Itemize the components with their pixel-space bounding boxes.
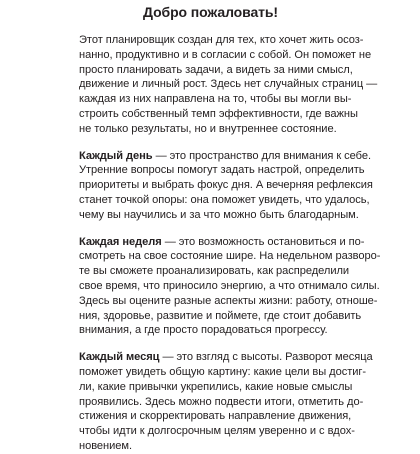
text-line: не только результаты, но и внутреннее состояние.	[79, 122, 337, 135]
page-title: Добро пожаловать!	[143, 4, 278, 20]
text-line: новением.	[79, 439, 132, 452]
text-line: поможет увидеть общую картину: какие цели вы достиг-	[79, 365, 367, 378]
text-line: Утренние вопросы помогут задать настрой, определить	[79, 164, 365, 177]
text-line: проявились. Здесь можно подвести итоги, отметить до-	[79, 395, 364, 408]
text-line: смотреть на свое состояние шире. На недельном разворо-	[79, 250, 381, 263]
text-line: станет точкой опоры: она поможет увидеть, что удалось,	[79, 193, 370, 206]
text-line: приоритеты и выбрать фокус дня. А вечерняя рефлексия	[79, 179, 373, 192]
text-line	[79, 350, 373, 365]
daily-lead: Каждый день	[79, 149, 153, 162]
text-line: просто планировать задачи, а видеть за ними смысл,	[79, 63, 353, 76]
weekly-paragraph	[79, 235, 381, 339]
text-line: стижения и скорректировать направление движения,	[79, 410, 352, 423]
text-line: строить собственный темп эффективности, где важны	[79, 107, 358, 120]
daily-paragraph	[79, 149, 373, 223]
text-line: чтобы идти к долгосрочным целям уверенно и с вдох-	[79, 425, 355, 438]
text-line: ния, здоровье, развитие и поймете, где стоит добавить	[79, 309, 362, 322]
text-line: внимания, а где просто порадоваться прогрессу.	[79, 324, 328, 337]
weekly-lead-rest: — это возможность остановиться и по-	[161, 235, 365, 248]
monthly-lead: Каждый месяц	[79, 351, 160, 364]
text-line: те вы сможете проанализировать, как распределили	[79, 265, 350, 278]
daily-lead-rest: — это пространство для внимания к себе.	[152, 149, 371, 162]
monthly-lead-rest: — это взгляд с высоты. Разворот месяца	[159, 351, 373, 364]
text-line	[79, 149, 371, 164]
text-line: свое время, что приносило энергию, а что отнимало силы.	[79, 279, 380, 292]
monthly-paragraph	[79, 350, 373, 454]
text-line: чему вы научились и за что можно быть благодарным.	[79, 208, 359, 221]
weekly-lead: Каждая неделя	[79, 235, 162, 248]
text-line: каждая из них направлена на то, чтобы вы могли вы-	[79, 93, 352, 106]
intro-paragraph	[79, 33, 378, 137]
text-line: нанно, продуктивно и в согласии с собой. Он поможет не	[79, 48, 372, 61]
text-line: Здесь вы оцените разные аспекты жизни: работу, отноше-	[79, 294, 378, 307]
text-line: ли, какие привычки укрепились, какие новые смыслы	[79, 380, 353, 393]
text-line: Этот планировщик создан для тех, кто хочет жить осоз-	[79, 34, 364, 46]
text-line: движение и личный рост. Здесь нет случайных страниц —	[79, 78, 378, 91]
text-line	[79, 235, 365, 250]
